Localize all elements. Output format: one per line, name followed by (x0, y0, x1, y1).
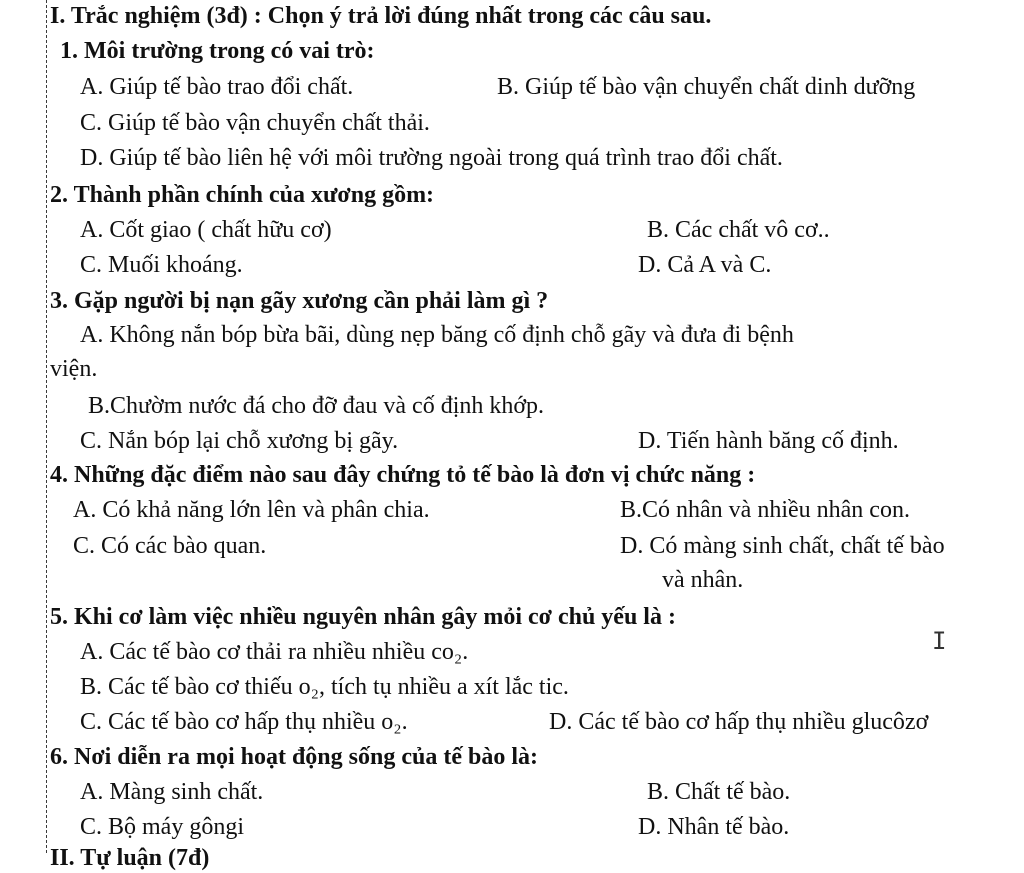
question-6: 6. Nơi diễn ra mọi hoạt động sống của tế bào là: (50, 744, 538, 770)
q2-option-c: C. Muối khoáng. (80, 252, 243, 278)
q5-option-a: A. Các tế bào cơ thải ra nhiều nhiều co₂. (80, 639, 469, 665)
q5-option-b: B. Các tế bào cơ thiếu o₂, tích tụ nhiều a xít lắc tic. (80, 674, 569, 700)
q4-option-d-line1: D. Có màng sinh chất, chất tế bào (620, 533, 945, 559)
q3-option-b: B.Chườm nước đá cho đỡ đau và cố định khớp. (88, 393, 545, 419)
margin-dashed-line (46, 0, 47, 853)
next-section-heading-cut: II. Tự luận (7đ) (50, 845, 210, 871)
q4-option-a: A. Có khả năng lớn lên và phân chia. (73, 497, 430, 523)
question-2: 2. Thành phần chính của xương gồm: (50, 182, 435, 208)
q4-option-c: C. Có các bào quan. (73, 533, 267, 559)
q6-option-d: D. Nhân tế bào. (638, 814, 790, 840)
question-1: 1. Môi trường trong có vai trò: (60, 38, 375, 64)
q6-option-c: C. Bộ máy gôngi (80, 814, 245, 840)
q1-option-b: B. Giúp tế bào vận chuyển chất dinh dưỡng (497, 74, 916, 100)
q4-option-b: B.Có nhân và nhiều nhân con. (620, 497, 910, 523)
q1-option-a: A. Giúp tế bào trao đổi chất. (80, 74, 354, 100)
question-5: 5. Khi cơ làm việc nhiều nguyên nhân gây mỏi cơ chủ yếu là : (50, 604, 676, 630)
q3-option-a-line1: A. Không nắn bóp bừa bãi, dùng nẹp băng cố định chỗ gãy và đưa đi bệnh (80, 322, 794, 348)
text-cursor-icon: I (932, 627, 947, 655)
q2-option-b: B. Các chất vô cơ.. (647, 217, 830, 243)
q4-option-d-line2: và nhân. (662, 567, 744, 593)
q1-option-c: C. Giúp tế bào vận chuyển chất thải. (80, 110, 430, 136)
q3-option-d: D. Tiến hành băng cố định. (638, 428, 899, 454)
q3-option-c: C. Nắn bóp lại chỗ xương bị gãy. (80, 428, 399, 454)
q2-option-a: A. Cốt giao ( chất hữu cơ) (80, 217, 332, 243)
section-title: I. Trắc nghiệm (3đ) : Chọn ý trả lời đúng nhất trong các câu sau. (50, 3, 712, 29)
q1-option-d: D. Giúp tế bào liên hệ với môi trường ngoài trong quá trình trao đổi chất. (80, 145, 783, 171)
question-4: 4. Những đặc điểm nào sau đây chứng tỏ tế bào là đơn vị chức năng : (50, 462, 756, 488)
q6-option-a: A. Màng sinh chất. (80, 779, 264, 805)
q3-option-a-line2: viện. (50, 356, 98, 382)
q5-option-d: D. Các tế bào cơ hấp thụ nhiều glucôzơ (549, 709, 929, 735)
q2-option-d: D. Cả A và C. (638, 252, 772, 278)
q5-option-c: C. Các tế bào cơ hấp thụ nhiều o₂. (80, 709, 408, 735)
q6-option-b: B. Chất tế bào. (647, 779, 791, 805)
question-3: 3. Gặp người bị nạn gãy xương cần phải làm gì ? (50, 288, 549, 314)
